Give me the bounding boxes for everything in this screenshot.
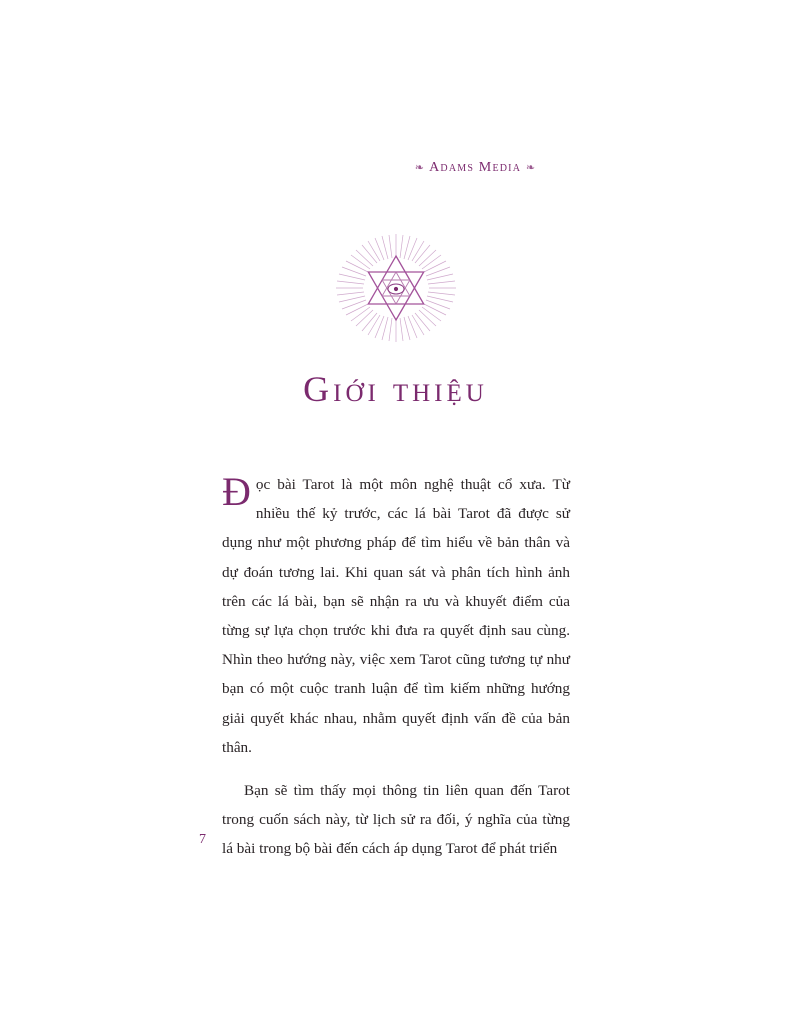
drop-cap: Đ — [222, 469, 251, 514]
star-of-david-sunburst-ornament — [0, 228, 791, 348]
paragraph-1-text: ọc bài Tarot là một môn nghệ thuật cổ xưa. Từ nhiều thế kỷ trước, các lá bài Tarot đã được sử dụng như một phương pháp để tìm hiểu về bản thân và dự đoán tương lai. Khi quan sát và phân tích hình ảnh trên các lá bài, bạn sẽ nhận ra ưu và khuyết điểm của từng sự lựa chọn trước khi đưa ra quyết định sau cùng. Nhìn theo hướng này, việc xem Tarot cũng tương tự như bạn có một cuộc tranh luận để tìm kiếm những hướng giải quyết khác nhau, nhằm quyết định vấn đề của bản thân. — [222, 476, 570, 756]
ornament-mark-left: ❧ — [414, 162, 426, 174]
ornament-mark-right: ❧ — [525, 162, 537, 174]
paragraph-2: Bạn sẽ tìm thấy mọi thông tin liên quan đến Tarot trong cuốn sách này, từ lịch sử ra đối, ý nghĩa của từng lá bài trong bộ bài đến cách áp dụng Tarot để phát triển — [222, 781, 570, 858]
paragraph-1 — [222, 470, 570, 762]
body-text — [222, 470, 570, 863]
publisher-imprint — [0, 160, 791, 176]
page-title: Giới thiệu — [303, 369, 488, 409]
page-number: 7 — [199, 832, 206, 847]
publisher-name: Adams Media — [429, 160, 522, 175]
